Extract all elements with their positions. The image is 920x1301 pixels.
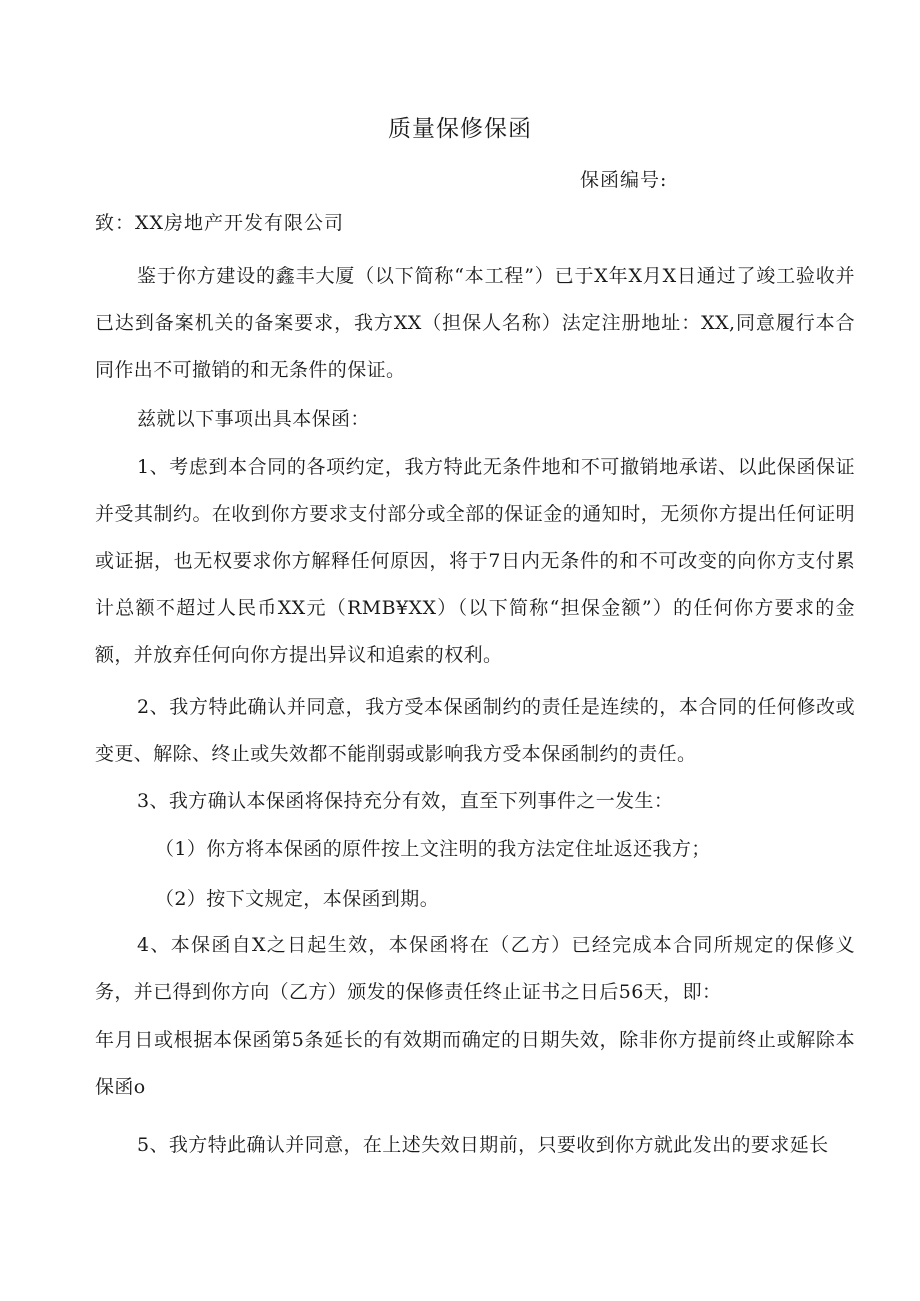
- clause-3-item-2: [155, 876, 855, 923]
- lead-text: 兹就以下事项出具本保函：: [137, 408, 370, 430]
- document-title: 质量保修保函: [388, 116, 532, 142]
- clause-4: [95, 922, 855, 1016]
- clause-5: [95, 1122, 855, 1169]
- guarantee-number-label: 保函编号:: [580, 169, 668, 191]
- clause-1: [95, 444, 855, 679]
- clause-2-text: 2、我方特此确认并同意，我方受本保函制约的责任是连续的，本合同的任何修改或变更、解除、终止或失效都不能削弱或影响我方受本保函制约的责任。: [95, 696, 855, 765]
- clause-3-text: 3、我方确认本保函将保持充分有效，直至下列事件之一发生：: [137, 790, 674, 812]
- clause-3-item-2-text: （2）按下文规定，本保函到期。: [155, 888, 440, 910]
- intro-paragraph: [95, 253, 855, 394]
- recipient-line: 致：XX房地产开发有限公司: [95, 212, 345, 234]
- clause-3: [95, 778, 855, 825]
- clause-4-continued: [95, 1017, 855, 1111]
- clause-1-text: 1、考虑到本合同的各项约定，我方特此无条件地和不可撤销地承诺、以此保函保证并受其制约。在收到你方要求支付部分或全部的保证金的通知时，无须你方提出任何证明或证据，也无权要求你方解释任何原因，将于7日内无条件的和不可改变的向你方支付累计总额不超过人民币XX元（RMB¥XX）（以下简称“担保金额”）的任何你方要求的金额，并放弃任何向你方提出异议和追索的权利。: [95, 456, 855, 666]
- clause-5-text: 5、我方特此确认并同意，在上述失效日期前，只要收到你方就此发出的要求延长: [137, 1134, 829, 1156]
- clause-3-item-1: [155, 826, 855, 873]
- intro-text: 鉴于你方建设的鑫丰大厦（以下简称“本工程”）已于X年X月X日通过了竣工验收并已达到备案机关的备案要求，我方XX（担保人名称）法定注册地址：XX,同意履行本合同作出不可撤销的和无条件的保证。: [95, 265, 855, 381]
- clause-4-continued-text: 年月日或根据本保函第5条延长的有效期而确定的日期失效，除非你方提前终止或解除本保函o: [95, 1029, 855, 1098]
- clause-3-item-1-text: （1）你方将本保函的原件按上文注明的我方法定住址返还我方；: [155, 838, 711, 860]
- clause-4-text: 4、本保函自X之日起生效，本保函将在（乙方）已经完成本合同所规定的保修义务，并已得到你方向（乙方）颁发的保修责任终止证书之日后56天，即：: [95, 934, 855, 1003]
- lead-paragraph: [95, 396, 855, 443]
- clause-2: [95, 684, 855, 778]
